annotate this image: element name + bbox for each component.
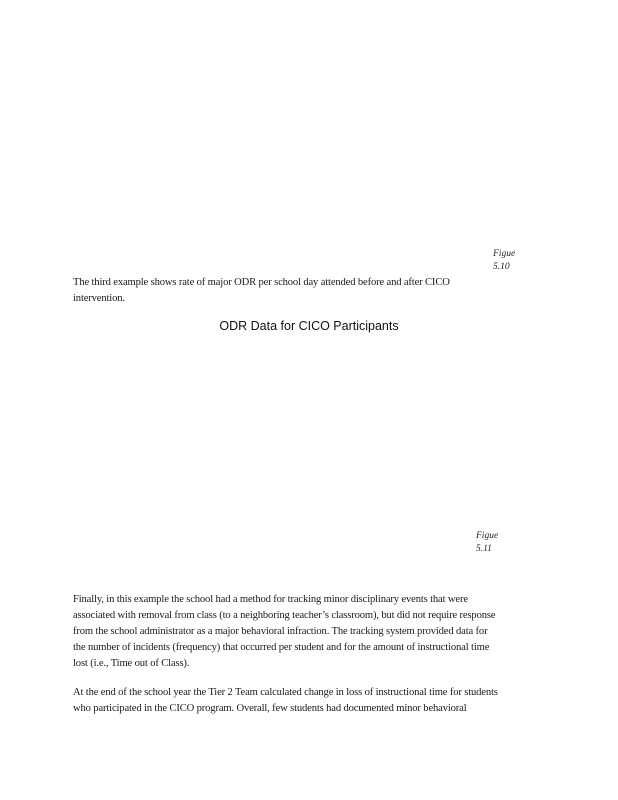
intro-paragraph [73,275,450,307]
paragraph-line: the number of incidents (frequency) that occurred per student and for the amount of instructional time [73,642,490,653]
paragraph-line: lost (i.e., Time out of Class). [73,658,190,669]
paragraph-line: Finally, in this example the school had a method for tracking minor disciplinary events that were [73,594,468,605]
figure-number: 5.10 [493,262,510,272]
figure-label-5-10 [493,248,515,274]
paragraph-line: At the end of the school year the Tier 2 Team calculated change in loss of instructional time for students [73,687,498,698]
chart-placeholder [73,340,543,525]
paragraph-line: The third example shows rate of major ODR per school day attended before and after CICO [73,277,450,288]
paragraph-line: associated with removal from class (to a neighboring teacher’s classroom), but did not require response [73,610,496,621]
figure-word: Figue [493,249,516,259]
paragraph-line: who participated in the CICO program. Overall, few students had documented minor behavioral [73,703,467,714]
paragraph-line: intervention. [73,293,125,304]
figure-word: Figue [476,531,499,541]
paragraph-line: from the school administrator as a major behavioral infraction. The tracking system provided data for [73,626,488,637]
figure-label-5-11 [476,530,498,556]
minor-events-paragraph [73,592,495,672]
chart-title: ODR Data for CICO Participants [219,319,399,333]
end-of-year-paragraph [73,685,498,717]
figure-number: 5.11 [476,544,492,554]
